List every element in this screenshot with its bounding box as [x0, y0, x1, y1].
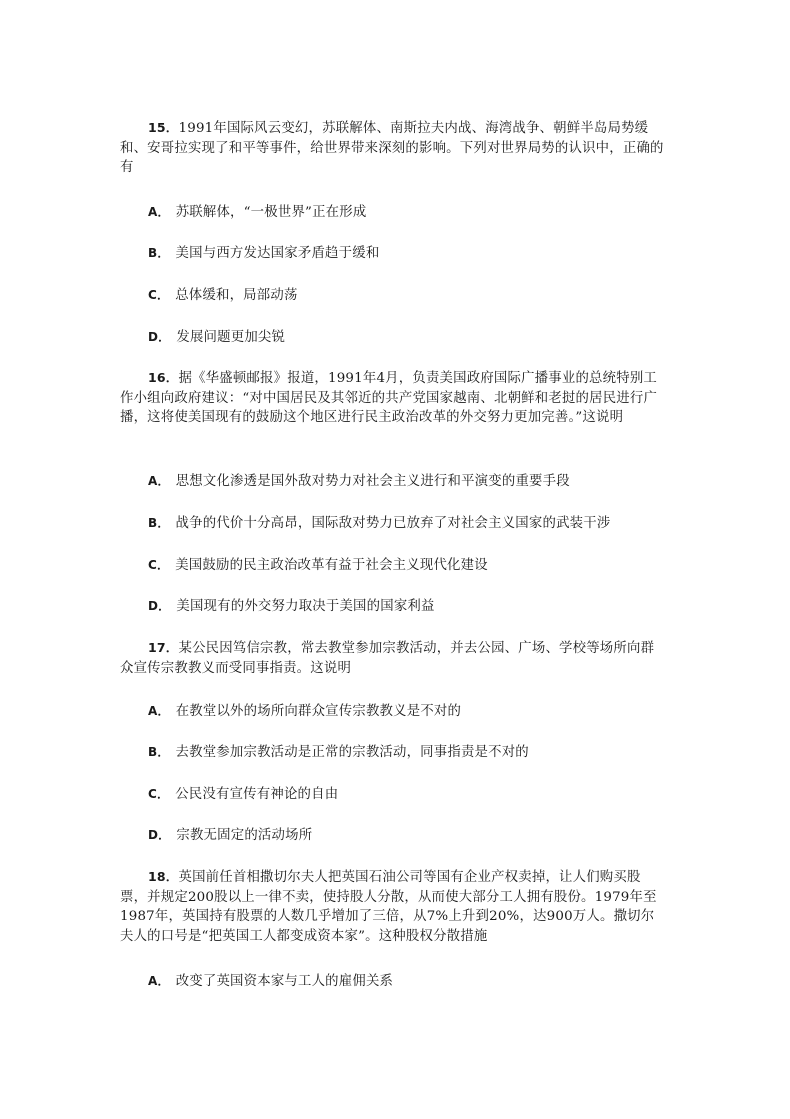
option-letter: D． [148, 599, 171, 613]
question-18-stem [120, 867, 665, 946]
question-number: 16． [148, 370, 179, 385]
question-16-option-c [148, 556, 488, 575]
question-16-option-b [148, 514, 610, 533]
option-letter: D． [148, 828, 171, 842]
option-text: 总体缓和，局部动荡 [175, 288, 298, 303]
option-text: 宗教无固定的活动场所 [176, 828, 313, 843]
question-text: 英国前任首相撒切尔夫人把英国石油公司等国有企业产权卖掉，让人们购买股票，并规定200股以上一律不卖，使持股人分散，从而使大部分工人拥有股份。1979年至1987年，英国持有股票的人数几乎增加了三倍，从7%上升到20%，达900万人。撒切尔夫人的口号是“把英国工人都变成资本家”。这种股权分散措施 [120, 870, 657, 944]
question-18-option-a [148, 972, 393, 991]
option-text: 改变了英国资本家与工人的雇佣关系 [175, 974, 394, 989]
option-text: 思想文化渗透是国外敌对势力对社会主义进行和平演变的重要手段 [175, 474, 570, 489]
question-number: 15． [148, 120, 179, 135]
question-16-stem [120, 368, 665, 428]
option-letter: B． [148, 246, 170, 260]
option-text: 战争的代价十分高昂，国际敌对势力已放弃了对社会主义国家的武装干涉 [175, 516, 611, 531]
question-17-stem [120, 638, 665, 678]
option-text: 去教堂参加宗教活动是正常的宗教活动，同事指责是不对的 [175, 745, 529, 760]
option-text: 苏联解体，“一极世界”正在形成 [175, 205, 367, 220]
question-17-option-c [148, 785, 338, 804]
option-text: 发展问题更加尖锐 [176, 330, 286, 345]
option-letter: C． [148, 787, 170, 801]
question-15-option-d [148, 328, 285, 347]
option-text: 美国现有的外交努力取决于美国的国家利益 [176, 599, 435, 614]
question-16-option-a [148, 472, 570, 491]
question-15-option-a [148, 203, 366, 222]
option-letter: A． [148, 974, 170, 988]
option-letter: A． [148, 474, 170, 488]
question-number: 17． [148, 640, 179, 655]
option-letter: B． [148, 516, 170, 530]
option-letter: B． [148, 745, 170, 759]
option-text: 公民没有宣传有神论的自由 [175, 787, 339, 802]
question-16-option-d [148, 597, 435, 616]
question-text: 1991年国际风云变幻，苏联解体、南斯拉夫内战、海湾战争、朝鲜半岛局势缓和、安哥拉实现了和平等事件，给世界带来深刻的影响。下列对世界局势的认识中，正确的有 [120, 121, 664, 175]
option-text: 美国与西方发达国家矛盾趋于缓和 [175, 246, 380, 261]
option-letter: C． [148, 288, 170, 302]
option-letter: A． [148, 205, 170, 219]
option-letter: A． [148, 704, 170, 718]
question-text: 某公民因笃信宗教，常去教堂参加宗教活动，并去公园、广场、学校等场所向群众宣传宗教教义而受同事指责。这说明 [120, 641, 655, 676]
question-15-option-c [148, 286, 298, 305]
question-17-option-d [148, 826, 312, 845]
question-text: 据《华盛顿邮报》报道，1991年4月，负责美国政府国际广播事业的总统特别工作小组向政府建议：“对中国居民及其邻近的共产党国家越南、北朝鲜和老挝的居民进行广播，这将使美国现有的鼓励这个地区进行民主政治改革的外交努力更加完善。”这说明 [120, 371, 658, 425]
question-17-option-a [148, 702, 461, 721]
option-letter: C． [148, 558, 170, 572]
question-15-stem [120, 118, 665, 178]
option-text: 在教堂以外的场所向群众宣传宗教教义是不对的 [175, 704, 462, 719]
question-15-option-b [148, 244, 379, 263]
question-number: 18． [148, 869, 179, 884]
option-text: 美国鼓励的民主政治改革有益于社会主义现代化建设 [175, 558, 488, 573]
question-17-option-b [148, 743, 529, 762]
option-letter: D． [148, 330, 171, 344]
